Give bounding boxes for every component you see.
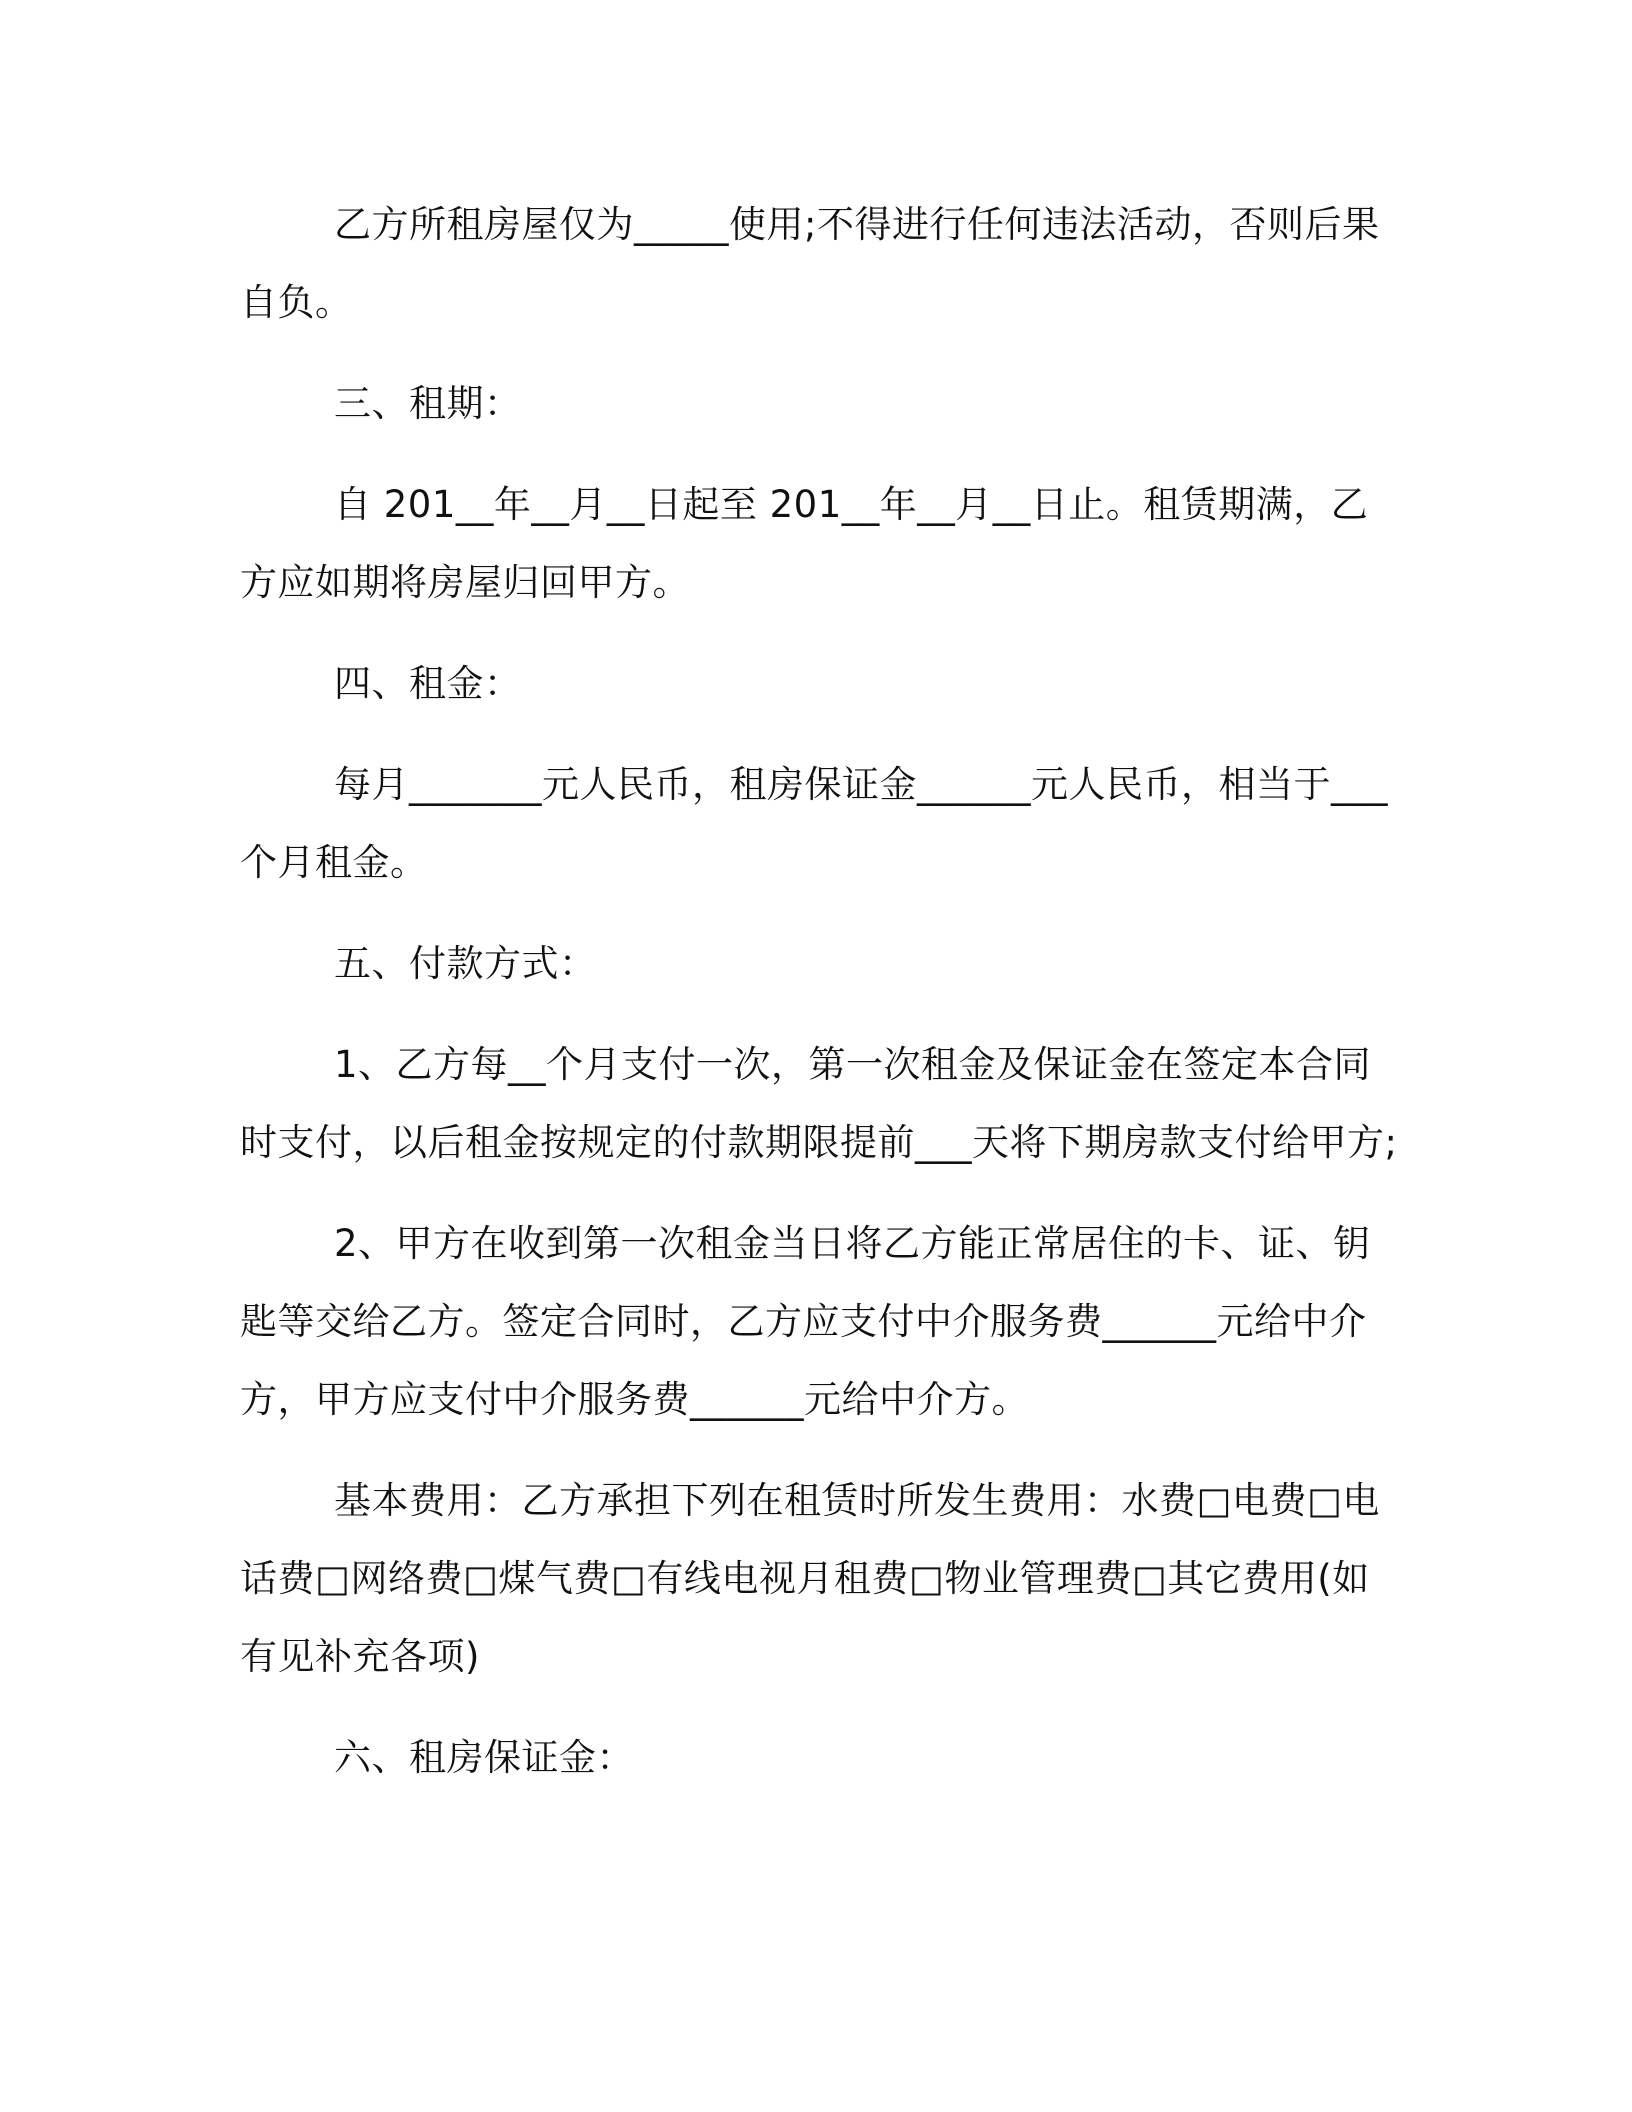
paragraph-basic-fees: 基本费用：乙方承担下列在租赁时所发生费用：水费□电费□电话费□网络费□煤气费□有线电视月租费□物业管理费□其它费用(如有见补充各项) — [240, 1479, 1380, 1678]
paragraph-payment-1: 1、乙方每__个月支付一次，第一次租金及保证金在签定本合同时支付，以后租金按规定的付款期限提前___天将下期房款支付给甲方; — [240, 1043, 1398, 1164]
paragraph-payment-2: 2、甲方在收到第一次租金当日将乙方能正常居住的卡、证、钥匙等交给乙方。签定合同时，乙方应支付中介服务费______元给中介方，甲方应支付中介服务费______元给中介方。 — [240, 1222, 1371, 1421]
paragraph-usage-restriction: 乙方所租房屋仅为_____使用;不得进行任何违法活动，否则后果自负。 — [240, 203, 1380, 324]
paragraph-lease-term: 自 201__年__月__日起至 201__年__月__日止。租赁期满，乙方应如期将房屋归回甲方。 — [240, 483, 1369, 604]
section-heading-rent: 四、租金： — [334, 662, 522, 705]
section-heading-lease-term: 三、租期： — [334, 382, 522, 425]
section-heading-deposit: 六、租房保证金： — [334, 1736, 634, 1779]
paragraph-rent: 每月_______元人民币，租房保证金______元人民币，相当于___个月租金。 — [240, 763, 1388, 884]
document-body — [240, 186, 1400, 1797]
section-heading-payment-method: 五、付款方式： — [334, 942, 597, 985]
